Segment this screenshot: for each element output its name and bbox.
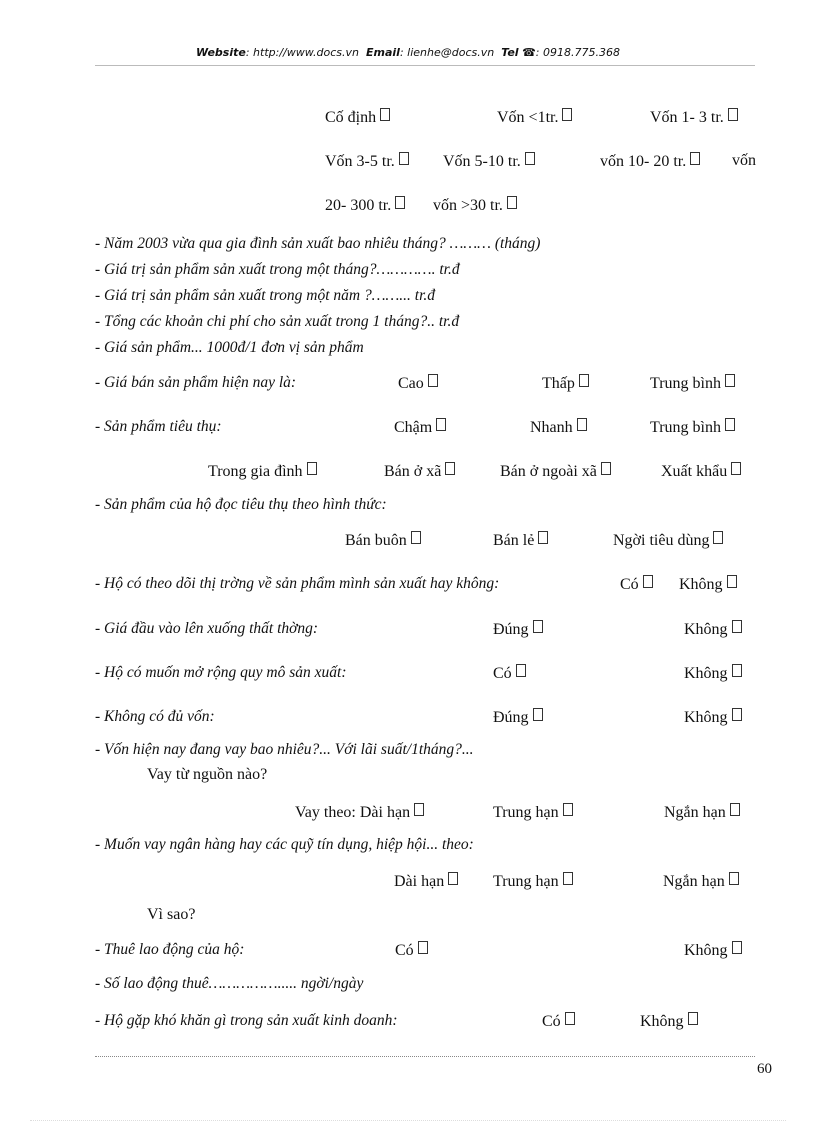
checkbox[interactable] (643, 575, 653, 588)
capital-option: Vốn <1tr. (497, 108, 572, 127)
question-sub: Vì sao? (147, 906, 196, 923)
checkbox[interactable] (730, 803, 740, 816)
option: Trong gia đình (208, 462, 317, 481)
checkbox[interactable] (399, 152, 409, 165)
checkbox[interactable] (727, 575, 737, 588)
tel-value: : 0918.775.368 (535, 46, 620, 59)
header-divider (95, 65, 755, 66)
option: Có (620, 575, 653, 594)
question: - Thuê lao động của hộ: (95, 941, 245, 958)
checkbox[interactable] (411, 531, 421, 544)
question: - Hộ có theo dõi thị trờng về sản phẩm mình sản xuất hay không: (95, 575, 500, 592)
tel-label: Tel (501, 46, 519, 59)
option: Có (493, 664, 526, 683)
checkbox[interactable] (725, 374, 735, 387)
question: - Giá bán sản phẩm hiện nay là: (95, 374, 297, 391)
checkbox[interactable] (525, 152, 535, 165)
question-sub: Vay từ nguồn nào? (147, 766, 268, 783)
option: Cao (398, 374, 438, 393)
option: Bán ở xã (384, 462, 455, 481)
checkbox[interactable] (688, 1012, 698, 1025)
checkbox[interactable] (579, 374, 589, 387)
question: - Muốn vay ngân hàng hay các quỹ tín dụng, hiệp hội... theo: (95, 836, 474, 853)
checkbox[interactable] (448, 872, 458, 885)
checkbox[interactable] (601, 462, 611, 475)
option: Trung bình (650, 418, 735, 437)
option: Có (395, 941, 428, 960)
checkbox[interactable] (562, 108, 572, 121)
checkbox[interactable] (725, 418, 735, 431)
capital-option: Vốn 3-5 tr. (325, 152, 409, 171)
question: - Hộ có muốn mở rộng quy mô sản xuất: (95, 664, 347, 681)
checkbox[interactable] (395, 196, 405, 209)
capital-option: Vốn 1- 3 tr. (650, 108, 738, 127)
option: Bán lẻ (493, 531, 548, 550)
option: Bán buôn (345, 531, 421, 550)
page-bottom-divider (30, 1120, 786, 1121)
capital-option: 20- 300 tr. (325, 196, 405, 215)
website-value: : http://www.docs.vn (245, 46, 360, 59)
checkbox[interactable] (713, 531, 723, 544)
capital-option: Vốn 5-10 tr. (443, 152, 535, 171)
option: Không (684, 941, 742, 960)
question: - Tổng các khoản chi phí cho sản xuất trong 1 tháng?.. tr.đ (95, 313, 460, 330)
checkbox[interactable] (732, 620, 742, 633)
checkbox[interactable] (533, 708, 543, 721)
option: Không (684, 664, 742, 683)
checkbox[interactable] (565, 1012, 575, 1025)
question: - Giá trị sản phẩm sản xuất trong một năm ?……... tr.đ (95, 287, 436, 304)
checkbox[interactable] (731, 462, 741, 475)
checkbox[interactable] (732, 664, 742, 677)
email-value: : lienhe@docs.vn (399, 46, 495, 59)
question: - Vốn hiện nay đang vay bao nhiêu?... Với lãi suất/1tháng?... (95, 741, 474, 758)
checkbox[interactable] (445, 462, 455, 475)
question: - Năm 2003 vừa qua gia đình sản xuất bao nhiêu tháng? ……… (tháng) (95, 235, 541, 252)
question: - Giá trị sản phẩm sản xuất trong một tháng?…………. tr.đ (95, 261, 460, 278)
option: Vay theo: Dài hạn (295, 803, 424, 822)
option: Xuất khẩu (661, 462, 741, 481)
checkbox[interactable] (577, 418, 587, 431)
question: - Sản phẩm tiêu thụ: (95, 418, 222, 435)
option: Thấp (542, 374, 589, 393)
question: - Giá sản phẩm... 1000đ/1 đơn vị sản phẩm (95, 339, 364, 356)
option: Ngắn hạn (664, 803, 740, 822)
checkbox[interactable] (728, 108, 738, 121)
checkbox[interactable] (533, 620, 543, 633)
option: Trung bình (650, 374, 735, 393)
option: Nhanh (530, 418, 587, 437)
checkbox[interactable] (436, 418, 446, 431)
capital-option-fixed: Cố định (325, 108, 390, 127)
question: - Sản phẩm của hộ đọc tiêu thụ theo hình thức: (95, 496, 387, 513)
page-number: 60 (757, 1061, 772, 1077)
question: - Số lao động thuê……………..... ngời/ngày (95, 975, 364, 992)
option: Đúng (493, 620, 543, 639)
option: Không (679, 575, 737, 594)
checkbox[interactable] (428, 374, 438, 387)
option: Ngời tiêu dùng (613, 531, 723, 550)
option: Không (684, 620, 742, 639)
checkbox[interactable] (380, 108, 390, 121)
option: Ngắn hạn (663, 872, 739, 891)
option: Trung hạn (493, 872, 573, 891)
option: Chậm (394, 418, 446, 437)
capital-option: vốn >30 tr. (433, 196, 517, 215)
checkbox[interactable] (414, 803, 424, 816)
option: Có (542, 1012, 575, 1031)
question: - Hộ gặp khó khăn gì trong sản xuất kinh doanh: (95, 1012, 398, 1029)
option: Bán ở ngoài xã (500, 462, 611, 481)
page-header (0, 46, 816, 59)
checkbox[interactable] (563, 803, 573, 816)
question: - Không có đủ vốn: (95, 708, 215, 725)
question: - Giá đầu vào lên xuống thất thờng: (95, 620, 319, 637)
footer-divider (95, 1056, 755, 1057)
checkbox[interactable] (507, 196, 517, 209)
checkbox[interactable] (563, 872, 573, 885)
checkbox[interactable] (307, 462, 317, 475)
checkbox[interactable] (729, 872, 739, 885)
phone-icon: ☎ (522, 46, 536, 59)
checkbox[interactable] (690, 152, 700, 165)
capital-option: vốn 10- 20 tr. (600, 152, 700, 171)
option: Không (640, 1012, 698, 1031)
website-label: Website (196, 46, 246, 59)
capital-option-cont: vốn (732, 152, 756, 169)
checkbox[interactable] (418, 941, 428, 954)
email-label: Email (366, 46, 400, 59)
checkbox[interactable] (516, 664, 526, 677)
checkbox[interactable] (538, 531, 548, 544)
checkbox[interactable] (732, 708, 742, 721)
option: Trung hạn (493, 803, 573, 822)
option: Dài hạn (394, 872, 458, 891)
checkbox[interactable] (732, 941, 742, 954)
option: Đúng (493, 708, 543, 727)
option: Không (684, 708, 742, 727)
